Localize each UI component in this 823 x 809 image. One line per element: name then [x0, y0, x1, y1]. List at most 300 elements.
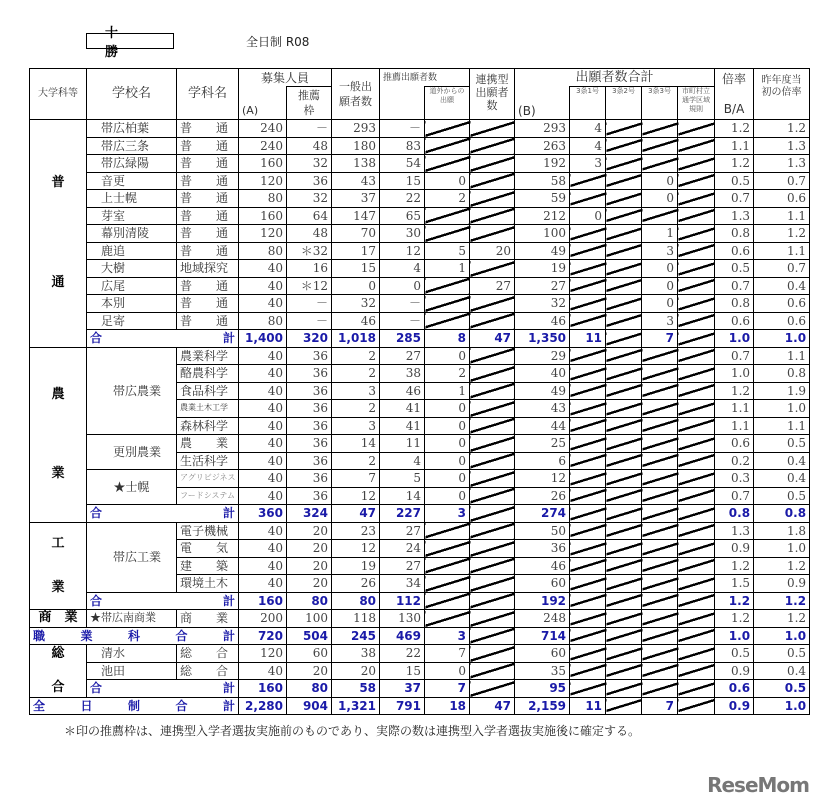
- dept-name: 普 通: [177, 295, 239, 313]
- cell-out: 0: [425, 487, 470, 505]
- cell-last: 1.1: [754, 207, 810, 225]
- col-art3-1: 3条1号: [570, 87, 606, 120]
- cell-rec: 14: [380, 487, 425, 505]
- cell-last: 0.6: [754, 312, 810, 330]
- slash-cell: [642, 365, 678, 383]
- slash-cell: [678, 487, 715, 505]
- cell-rq: ＊32: [287, 242, 332, 260]
- total-label-left: 合: [90, 593, 103, 608]
- slash-cell: [678, 137, 715, 155]
- slash-cell: [606, 365, 642, 383]
- cell-gen: 12: [332, 540, 380, 558]
- cell-last: 1.2: [754, 610, 810, 628]
- cell-ratio: 1.2: [715, 557, 754, 575]
- cell-ratio: 1.2: [715, 382, 754, 400]
- cell-rq: 80: [287, 592, 332, 610]
- cell-rq: 100: [287, 610, 332, 628]
- slash-cell: [642, 400, 678, 418]
- cell-rec: －: [380, 312, 425, 330]
- label-char: 業: [80, 628, 93, 643]
- cell-a: 360: [239, 505, 287, 523]
- cell-ratio: 1.2: [715, 120, 754, 138]
- slash-cell: [678, 470, 715, 488]
- slash-cell: [570, 487, 606, 505]
- slash-cell: [570, 347, 606, 365]
- cell-rec: 22: [380, 645, 425, 663]
- slash-cell: [678, 155, 715, 173]
- cell-rq: 16: [287, 260, 332, 278]
- cell-out: 0: [425, 470, 470, 488]
- cell-rec: 15: [380, 172, 425, 190]
- slash-cell: [678, 330, 715, 348]
- cell-rec: 41: [380, 400, 425, 418]
- cell-b: 49: [515, 382, 570, 400]
- category-char-top: 工: [51, 535, 65, 551]
- slash-cell: [606, 435, 642, 453]
- cell-rq: 20: [287, 662, 332, 680]
- slash-cell: [642, 137, 678, 155]
- cell-b: 2,159: [515, 697, 570, 715]
- cell-gen: 7: [332, 470, 380, 488]
- slash-cell: [678, 277, 715, 295]
- slash-cell: [642, 155, 678, 173]
- cell-ratio: 1.2: [715, 155, 754, 173]
- slash-cell: [570, 260, 606, 278]
- cell-out: 0: [425, 172, 470, 190]
- cell-last: 1.1: [754, 347, 810, 365]
- cell-a: 2,280: [239, 697, 287, 715]
- cell-out: 0: [425, 400, 470, 418]
- label-char: 合: [175, 698, 188, 713]
- slash-cell: [606, 470, 642, 488]
- slash-cell: [425, 540, 470, 558]
- subtotal-row: [30, 505, 810, 523]
- slash-cell: [470, 172, 515, 190]
- cell-gen: 26: [332, 575, 380, 593]
- cell-gen: 17: [332, 242, 380, 260]
- dept-name: 農業科学: [177, 347, 239, 365]
- cell-a: 40: [239, 365, 287, 383]
- total-label-left: 合: [90, 331, 103, 346]
- slash-cell: [470, 225, 515, 243]
- total-label-left: 合: [90, 681, 103, 696]
- dept-name: 農 業: [177, 435, 239, 453]
- category-cell: [30, 120, 87, 348]
- cell-ratio: 0.7: [715, 487, 754, 505]
- slash-cell: [642, 382, 678, 400]
- slash-cell: [606, 172, 642, 190]
- slash-cell: [678, 400, 715, 418]
- table-row: [30, 242, 810, 260]
- slash-cell: [470, 120, 515, 138]
- dept-name: 環境土木: [177, 575, 239, 593]
- category-char-top: 普: [51, 175, 65, 191]
- cell-last: 1.2: [754, 592, 810, 610]
- slash-cell: [678, 505, 715, 523]
- cell-out: 2: [425, 365, 470, 383]
- cell-b: 60: [515, 645, 570, 663]
- slash-cell: [678, 522, 715, 540]
- cell-rec: 46: [380, 382, 425, 400]
- cell-a: 120: [239, 172, 287, 190]
- cell-b: 274: [515, 505, 570, 523]
- cell-c3: 1: [642, 225, 678, 243]
- cell-rec: 38: [380, 365, 425, 383]
- cell-last: 1.2: [754, 120, 810, 138]
- slash-cell: [606, 522, 642, 540]
- cell-last: 1.0: [754, 330, 810, 348]
- table-row: [30, 522, 810, 540]
- cell-gen: 43: [332, 172, 380, 190]
- cell-rec: 112: [380, 592, 425, 610]
- cell-gen: 2: [332, 452, 380, 470]
- slash-cell: [678, 435, 715, 453]
- cell-ratio: 0.8: [715, 505, 754, 523]
- category-char-top: 総: [51, 645, 65, 661]
- slash-cell: [642, 557, 678, 575]
- slash-cell: [678, 557, 715, 575]
- slash-cell: [678, 627, 715, 645]
- dept-name: 農業土木工学: [177, 400, 239, 418]
- cell-last: 0.4: [754, 662, 810, 680]
- total-label: [87, 592, 239, 610]
- cell-a: 80: [239, 312, 287, 330]
- cell-a: 160: [239, 680, 287, 698]
- col-art3-3: 3条3号: [642, 87, 678, 120]
- cell-gen: 3: [332, 382, 380, 400]
- cell-last: 1.9: [754, 382, 810, 400]
- cell-a: 40: [239, 382, 287, 400]
- cell-gen: 3: [332, 417, 380, 435]
- slash-cell: [425, 610, 470, 628]
- table-row: [30, 260, 810, 278]
- cell-gen: 32: [332, 295, 380, 313]
- cell-last: 0.6: [754, 295, 810, 313]
- slash-cell: [570, 680, 606, 698]
- cell-b: 32: [515, 295, 570, 313]
- school-name: 音更: [87, 172, 177, 190]
- cell-gen: 23: [332, 522, 380, 540]
- cell-gen: 19: [332, 557, 380, 575]
- slash-cell: [470, 592, 515, 610]
- slash-cell: [425, 575, 470, 593]
- slash-cell: [570, 452, 606, 470]
- cell-b: 293: [515, 120, 570, 138]
- cell-ratio: 0.3: [715, 470, 754, 488]
- cell-a: 40: [239, 662, 287, 680]
- slash-cell: [642, 505, 678, 523]
- cell-a: 120: [239, 645, 287, 663]
- cell-last: 1.0: [754, 697, 810, 715]
- cell-a: 120: [239, 225, 287, 243]
- dept-name: 電子機械: [177, 522, 239, 540]
- slash-cell: [642, 627, 678, 645]
- table-row: [30, 155, 810, 173]
- school-name: 清水: [87, 645, 177, 663]
- cell-rq: 36: [287, 435, 332, 453]
- slash-cell: [606, 592, 642, 610]
- cell-out: 8: [425, 330, 470, 348]
- col-art3-2: 3条2号: [606, 87, 642, 120]
- cell-rec: 227: [380, 505, 425, 523]
- slash-cell: [606, 400, 642, 418]
- cell-out: 3: [425, 627, 470, 645]
- category-char-top: 農: [51, 387, 65, 402]
- cell-ratio: 0.6: [715, 680, 754, 698]
- dept-name: 生活科学: [177, 452, 239, 470]
- subtotal-row: [30, 592, 810, 610]
- cell-last: 1.3: [754, 137, 810, 155]
- slash-cell: [570, 382, 606, 400]
- col-general: 一般出願者数: [332, 69, 380, 120]
- cell-c1: 11: [570, 697, 606, 715]
- cell-out: 0: [425, 417, 470, 435]
- dept-name: 普 通: [177, 312, 239, 330]
- cell-last: 1.0: [754, 400, 810, 418]
- cell-rq: 64: [287, 207, 332, 225]
- cell-rq: 36: [287, 452, 332, 470]
- vocational-total-label: [30, 627, 239, 645]
- slash-cell: [606, 417, 642, 435]
- cell-a: 40: [239, 277, 287, 295]
- slash-cell: [470, 312, 515, 330]
- cell-rq: 320: [287, 330, 332, 348]
- cell-rec: 24: [380, 540, 425, 558]
- slash-cell: [470, 435, 515, 453]
- cell-rec: 469: [380, 627, 425, 645]
- cell-a: 160: [239, 207, 287, 225]
- cell-gen: 2: [332, 400, 380, 418]
- cell-gen: 0: [332, 277, 380, 295]
- slash-cell: [470, 522, 515, 540]
- dept-name: 普 通: [177, 137, 239, 155]
- cell-rq: －: [287, 312, 332, 330]
- cell-b: 50: [515, 522, 570, 540]
- cell-b: 714: [515, 627, 570, 645]
- slash-cell: [678, 575, 715, 593]
- cell-b: 248: [515, 610, 570, 628]
- cell-out: 0: [425, 347, 470, 365]
- total-label: [87, 505, 239, 523]
- cell-a: 240: [239, 120, 287, 138]
- school-name: 大樹: [87, 260, 177, 278]
- cell-rq: ＊12: [287, 277, 332, 295]
- slash-cell: [425, 592, 470, 610]
- dept-name: 普 通: [177, 172, 239, 190]
- cell-last: 0.4: [754, 277, 810, 295]
- cell-c1: 11: [570, 330, 606, 348]
- cell-last: 1.2: [754, 557, 810, 575]
- slash-cell: [425, 137, 470, 155]
- subtotal-row: [30, 680, 810, 698]
- cell-gen: 20: [332, 662, 380, 680]
- slash-cell: [678, 697, 715, 715]
- cell-last: 0.8: [754, 365, 810, 383]
- cell-b: 6: [515, 452, 570, 470]
- slash-cell: [570, 312, 606, 330]
- applicant-table: [29, 68, 810, 715]
- col-recruit-a: (A): [239, 87, 287, 120]
- label-char: 計: [222, 628, 235, 643]
- cell-a: 160: [239, 155, 287, 173]
- slash-cell: [570, 557, 606, 575]
- cell-ratio: 0.8: [715, 225, 754, 243]
- cell-rq: 60: [287, 645, 332, 663]
- slash-cell: [678, 120, 715, 138]
- slash-cell: [570, 505, 606, 523]
- cell-rec: 285: [380, 330, 425, 348]
- cell-rec: 30: [380, 225, 425, 243]
- cell-c3: 7: [642, 330, 678, 348]
- cell-rq: 32: [287, 155, 332, 173]
- slash-cell: [678, 592, 715, 610]
- cell-ratio: 0.6: [715, 242, 754, 260]
- cell-rec: 65: [380, 207, 425, 225]
- slash-cell: [425, 522, 470, 540]
- cell-gen: 15: [332, 260, 380, 278]
- cell-a: 1,400: [239, 330, 287, 348]
- cell-out: 3: [425, 505, 470, 523]
- cell-rq: 504: [287, 627, 332, 645]
- slash-cell: [570, 365, 606, 383]
- dept-name: フードシステム: [177, 487, 239, 505]
- cell-ratio: 1.3: [715, 207, 754, 225]
- total-label-right: 計: [222, 593, 235, 608]
- category-char-bottom: 業: [51, 579, 65, 595]
- slash-cell: [642, 417, 678, 435]
- slash-cell: [678, 295, 715, 313]
- cell-rq: 904: [287, 697, 332, 715]
- cell-link: 27: [470, 277, 515, 295]
- cell-rec: 41: [380, 417, 425, 435]
- cell-rec: 4: [380, 452, 425, 470]
- slash-cell: [470, 417, 515, 435]
- cell-rq: 20: [287, 557, 332, 575]
- table-row: [30, 610, 810, 628]
- cell-ratio: 0.7: [715, 347, 754, 365]
- slash-cell: [678, 610, 715, 628]
- cell-rq: 48: [287, 225, 332, 243]
- cell-b: 44: [515, 417, 570, 435]
- cell-last: 0.7: [754, 260, 810, 278]
- col-category: 大学科等: [30, 69, 87, 120]
- cell-ratio: 1.0: [715, 330, 754, 348]
- label-char: 計: [222, 698, 235, 713]
- slash-cell: [606, 627, 642, 645]
- slash-cell: [606, 225, 642, 243]
- slash-cell: [606, 312, 642, 330]
- cell-gen: 138: [332, 155, 380, 173]
- table-row: [30, 207, 810, 225]
- label-char: 日: [80, 698, 93, 713]
- slash-cell: [425, 207, 470, 225]
- cell-b: 46: [515, 557, 570, 575]
- slash-cell: [570, 435, 606, 453]
- school-name: 帯広三条: [87, 137, 177, 155]
- cell-a: 40: [239, 435, 287, 453]
- cell-rq: －: [287, 295, 332, 313]
- cell-rq: 36: [287, 347, 332, 365]
- cell-c3: 0: [642, 260, 678, 278]
- school-name: 更別農業: [87, 435, 177, 470]
- slash-cell: [606, 452, 642, 470]
- cell-ratio: 1.2: [715, 610, 754, 628]
- col-recruit: 募集人員: [239, 69, 332, 87]
- slash-cell: [470, 382, 515, 400]
- school-name: 帯広工業: [87, 522, 177, 592]
- cell-last: 0.5: [754, 680, 810, 698]
- cell-out: 7: [425, 680, 470, 698]
- dept-name: 普 通: [177, 225, 239, 243]
- slash-cell: [678, 365, 715, 383]
- school-name: 帯広柏葉: [87, 120, 177, 138]
- cell-a: 40: [239, 295, 287, 313]
- dept-name: 地域探究: [177, 260, 239, 278]
- slash-cell: [642, 347, 678, 365]
- slash-cell: [606, 120, 642, 138]
- cell-rec: 27: [380, 557, 425, 575]
- slash-cell: [570, 225, 606, 243]
- cell-b: 100: [515, 225, 570, 243]
- slash-cell: [606, 487, 642, 505]
- cell-ratio: 0.8: [715, 295, 754, 313]
- slash-cell: [678, 190, 715, 208]
- slash-cell: [606, 277, 642, 295]
- cell-ratio: 1.2: [715, 592, 754, 610]
- slash-cell: [570, 242, 606, 260]
- cell-b: 27: [515, 277, 570, 295]
- cell-out: 5: [425, 242, 470, 260]
- slash-cell: [570, 400, 606, 418]
- slash-cell: [570, 277, 606, 295]
- slash-cell: [470, 627, 515, 645]
- cell-last: 1.1: [754, 242, 810, 260]
- cell-b: 192: [515, 155, 570, 173]
- cell-rq: 20: [287, 540, 332, 558]
- cell-ratio: 1.0: [715, 365, 754, 383]
- cell-out: 0: [425, 452, 470, 470]
- slash-cell: [678, 312, 715, 330]
- cell-rq: －: [287, 120, 332, 138]
- cell-last: 0.7: [754, 172, 810, 190]
- total-label-left: 合: [90, 506, 103, 521]
- slash-cell: [470, 452, 515, 470]
- cell-ratio: 0.6: [715, 312, 754, 330]
- slash-cell: [470, 680, 515, 698]
- cell-a: 40: [239, 470, 287, 488]
- slash-cell: [642, 487, 678, 505]
- cell-gen: 70: [332, 225, 380, 243]
- school-name: ★士幌: [87, 470, 177, 505]
- slash-cell: [470, 487, 515, 505]
- cell-gen: 2: [332, 365, 380, 383]
- slash-cell: [470, 137, 515, 155]
- cell-b: 12: [515, 470, 570, 488]
- cell-last: 1.0: [754, 627, 810, 645]
- cell-rec: 27: [380, 347, 425, 365]
- table-row: [30, 470, 810, 488]
- cell-gen: 293: [332, 120, 380, 138]
- slash-cell: [570, 540, 606, 558]
- slash-cell: [678, 645, 715, 663]
- resemom-logo: ReseMom: [707, 773, 809, 797]
- cell-gen: 118: [332, 610, 380, 628]
- slash-cell: [606, 575, 642, 593]
- table-row: [30, 277, 810, 295]
- cell-last: 0.8: [754, 505, 810, 523]
- cell-rec: 22: [380, 190, 425, 208]
- table-row: [30, 347, 810, 365]
